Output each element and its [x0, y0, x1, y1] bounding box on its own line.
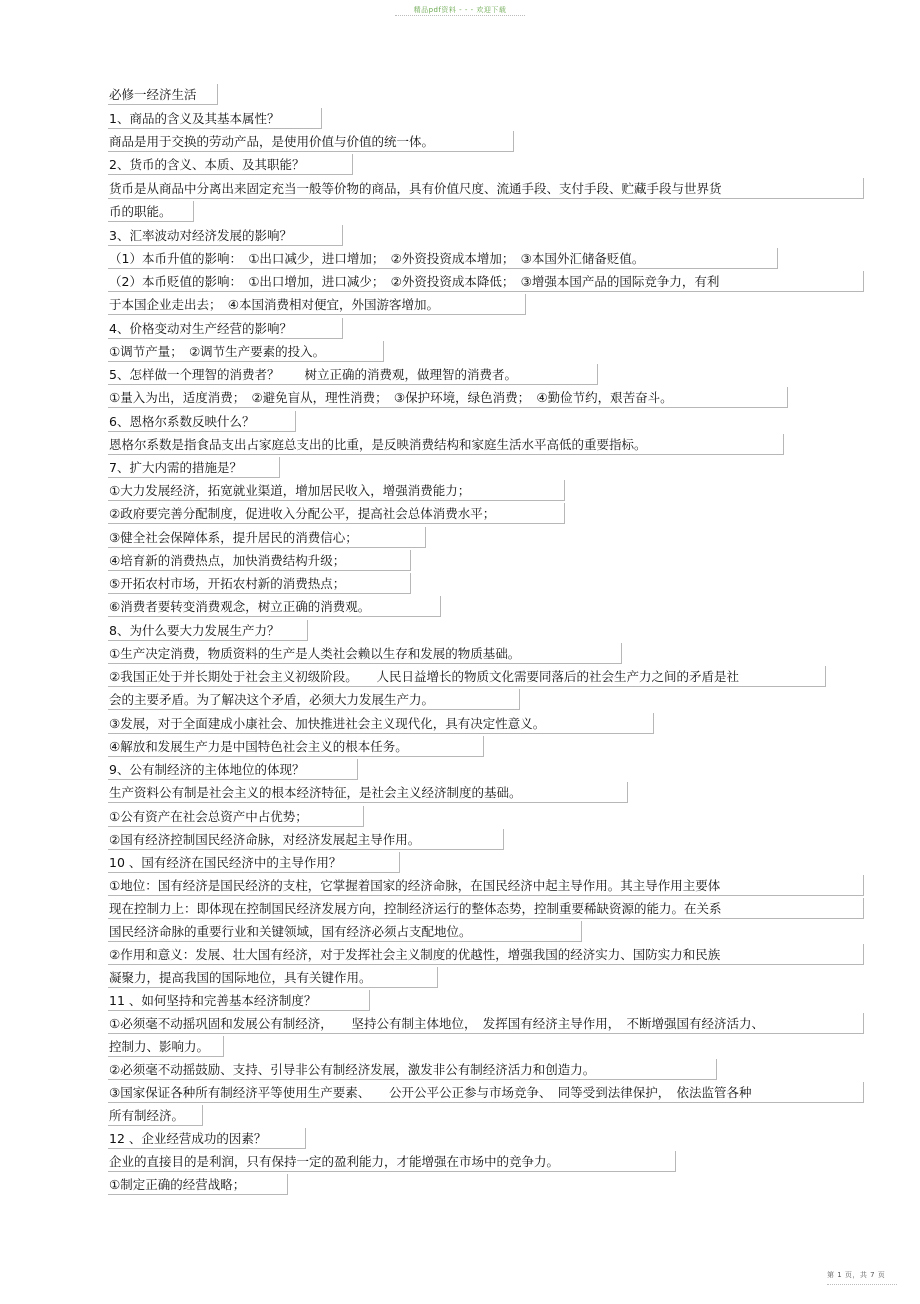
answer-line: 控制力、影响力。	[108, 1036, 224, 1057]
answer-line: 企业的直接目的是利润，只有保持一定的盈利能力，才能增强在市场中的竞争力。	[108, 1151, 676, 1172]
answer-line: ④解放和发展生产力是中国特色社会主义的根本任务。	[108, 736, 484, 757]
answer-line: 凝聚力，提高我国的国际地位，具有关键作用。	[108, 967, 438, 988]
footer-rule	[827, 1284, 897, 1287]
page-header: 精品pdf资料 - - - 欢迎下载	[413, 6, 507, 14]
question-heading: 4、价格变动对生产经营的影响？	[108, 318, 343, 339]
answer-line: 货币是从商品中分离出来固定充当一般等价物的商品，具有价值尺度、流通手段、支付手段、贮藏手段与世界货	[108, 178, 864, 199]
answer-line: ①调节产量； ②调节生产要素的投入。	[108, 341, 384, 362]
answer-line: ②政府要完善分配制度，促进收入分配公平，提高社会总体消费水平；	[108, 503, 565, 524]
answer-line: 币的职能。	[108, 201, 194, 222]
answer-line: 国民经济命脉的重要行业和关键领域，国有经济必须占支配地位。	[108, 921, 582, 942]
answer-line: ①制定正确的经营战略；	[108, 1174, 288, 1195]
question-heading: 3、汇率波动对经济发展的影响？	[108, 225, 343, 246]
answer-line: ①生产决定消费，物质资料的生产是人类社会赖以生存和发展的物质基础。	[108, 643, 622, 664]
question-heading: 1、商品的含义及其基本属性？	[108, 108, 322, 129]
answer-line: ①地位：国有经济是国民经济的支柱，它掌握着国家的经济命脉，在国民经济中起主导作用。其主导作用主要体	[108, 875, 864, 896]
question-heading: 2、货币的含义、本质、及其职能？	[108, 154, 353, 175]
question-heading: 5、怎样做一个理智的消费者？ 树立正确的消费观，做理智的消费者。	[108, 364, 598, 385]
answer-line: ②作用和意义：发展、壮大国有经济，对于发挥社会主义制度的优越性，增强我国的经济实力、国防实力和民族	[108, 944, 864, 965]
answer-line: （2）本币贬值的影响： ①出口增加，进口减少； ②外资投资成本降低； ③增强本国产品的国际竞争力，有利	[108, 271, 864, 292]
question-heading: 6、恩格尔系数反映什么？	[108, 411, 296, 432]
answer-line: ①大力发展经济，拓宽就业渠道，增加居民收入，增强消费能力；	[108, 480, 565, 501]
answer-line: ③国家保证各种所有制经济平等使用生产要素、 公开公平公正参与市场竞争、 同等受到法律保护， 依法监管各种	[108, 1082, 864, 1103]
doc-title: 必修一经济生活	[108, 84, 218, 105]
answer-line: 所有制经济。	[108, 1105, 203, 1126]
answer-line: ②必须毫不动摇鼓励、支持、引导非公有制经济发展，激发非公有制经济活力和创造力。	[108, 1059, 717, 1080]
question-heading: 8、为什么要大力发展生产力？	[108, 620, 308, 641]
answer-line: ①公有资产在社会总资产中占优势；	[108, 806, 364, 827]
question-heading: 10 、国有经济在国民经济中的主导作用？	[108, 852, 400, 873]
answer-line: 现在控制力上：即体现在控制国民经济发展方向，控制经济运行的整体态势，控制重要稀缺资源的能力。在关系	[108, 898, 864, 919]
answer-line: 于本国企业走出去； ④本国消费相对便宜，外国游客增加。	[108, 294, 526, 315]
answer-line: ⑤开拓农村市场，开拓农村新的消费热点；	[108, 573, 411, 594]
answer-line: 生产资料公有制是社会主义的根本经济特征，是社会主义经济制度的基础。	[108, 782, 628, 803]
answer-line: ④培育新的消费热点，加快消费结构升级；	[108, 550, 411, 571]
header-rule	[395, 15, 525, 18]
answer-line: 会的主要矛盾。为了解决这个矛盾，必须大力发展生产力。	[108, 689, 520, 710]
answer-line: 恩格尔系数是指食品支出占家庭总支出的比重，是反映消费结构和家庭生活水平高低的重要指标。	[108, 434, 784, 455]
answer-line: ①量入为出，适度消费； ②避免盲从，理性消费； ③保护环境，绿色消费； ④勤俭节约，艰苦奋斗。	[108, 387, 788, 408]
question-heading: 12 、企业经营成功的因素？	[108, 1128, 306, 1149]
answer-line: ③发展，对于全面建成小康社会、加快推进社会主义现代化，具有决定性意义。	[108, 713, 654, 734]
answer-line: ②国有经济控制国民经济命脉，对经济发展起主导作用。	[108, 829, 504, 850]
question-heading: 11 、如何坚持和完善基本经济制度？	[108, 990, 370, 1011]
page-footer: 第 1 页，共 7 页	[827, 1271, 886, 1279]
answer-line: ②我国正处于并长期处于社会主义初级阶段。 人民日益增长的物质文化需要同落后的社会生产力之间的矛盾是社	[108, 666, 826, 687]
question-heading: 7、扩大内需的措施是？	[108, 457, 280, 478]
answer-line: 商品是用于交换的劳动产品，是使用价值与价值的统一体。	[108, 131, 514, 152]
answer-line: ①必须毫不动摇巩固和发展公有制经济， 坚持公有制主体地位， 发挥国有经济主导作用， 不断增强国有经济活力、	[108, 1013, 864, 1034]
question-heading: 9、公有制经济的主体地位的体现？	[108, 759, 358, 780]
answer-line: （1）本币升值的影响： ①出口减少，进口增加； ②外资投资成本增加； ③本国外汇储备贬值。	[108, 248, 778, 269]
answer-line: ⑥消费者要转变消费观念，树立正确的消费观。	[108, 596, 441, 617]
answer-line: ③健全社会保障体系，提升居民的消费信心；	[108, 527, 426, 548]
